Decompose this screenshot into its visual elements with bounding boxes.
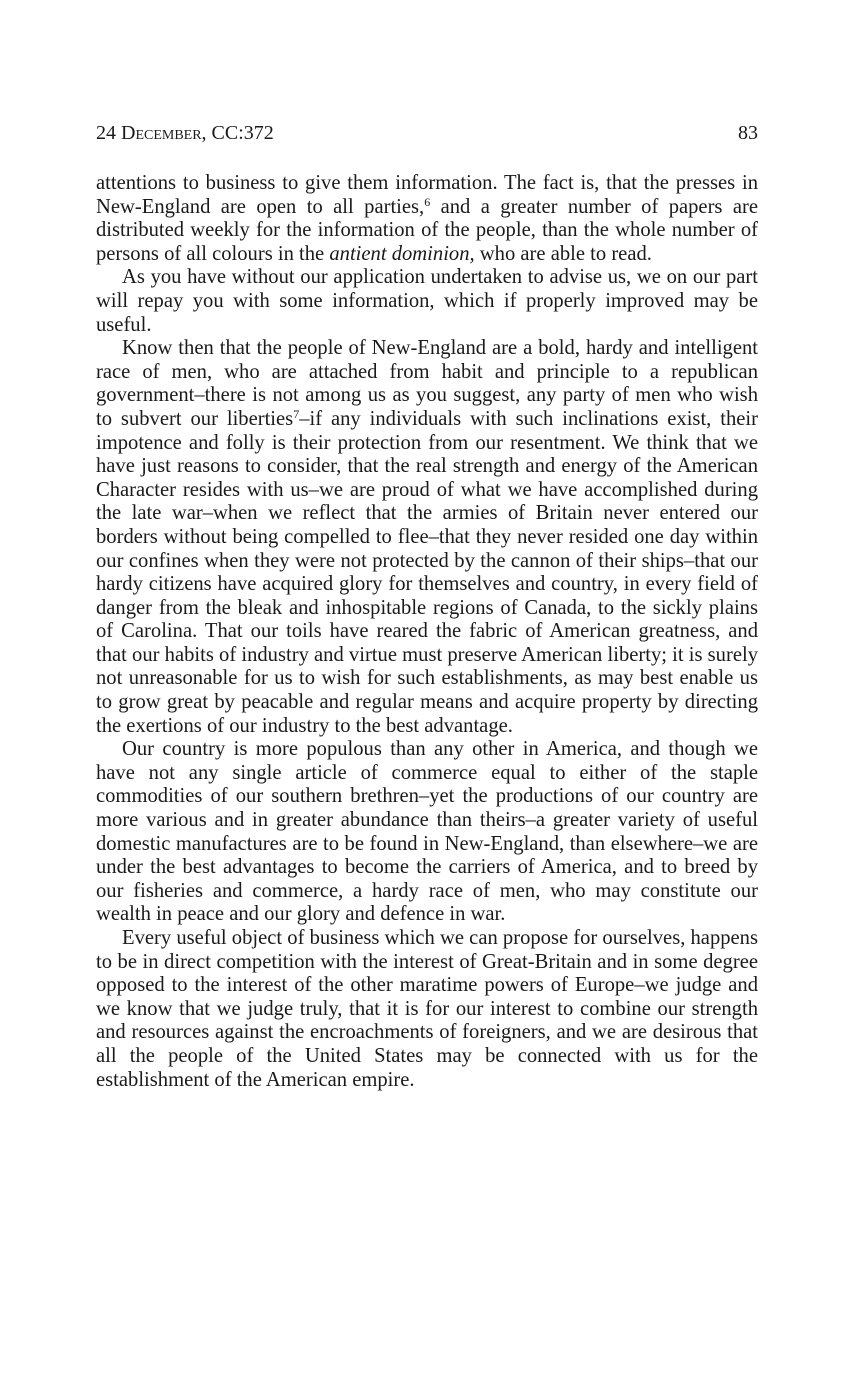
text-run: who are able to read. bbox=[474, 242, 652, 265]
text-run: As you have without our application undertaken to advise us, we on our part will repay you with some information, which if properly improved may be useful. bbox=[96, 266, 758, 336]
page-number: 83 bbox=[738, 122, 758, 144]
paragraph bbox=[96, 172, 758, 266]
document-page bbox=[96, 118, 758, 1092]
text-run: attentions to business to give them information. The fact is, that the presses in New-England are open to all parties, bbox=[96, 172, 758, 218]
running-head bbox=[96, 118, 758, 148]
text-run: –if any individuals with such inclinations exist, their impotence and folly is their protection from our resentment. We think that we have just reasons to consider, that the real strength and energy of the American Character resides with us–we are proud of what we have accomplished during the late war–when we reflect that the armies of Britain never entered our borders without being compelled to flee–that they never resided one day within our confines when they were not protected by the cannon of their ships–that our hardy citizens have acquired glory for themselves and country, in every field of danger from the bleak and inhospitable regions of Canada, to the sickly plains of Carolina. That our toils have reared the fabric of American greatness, and that our habits of industry and virtue must preserve American liberty; it is surely not unreasonable for us to wish for such establishments, as may best enable us to grow great by peacable and regular means and acquire property by directing the exertions of our industry to the best advantage. bbox=[96, 407, 758, 737]
paragraph bbox=[96, 927, 758, 1092]
footnote-marker: 7 bbox=[293, 406, 300, 421]
paragraph bbox=[96, 266, 758, 337]
text-run: Our country is more populous than any other in America, and though we have not any single article of commerce equal to either of the staple commodities of our southern brethren–yet the productions of our country are more various and in greater abundance than theirs–a greater variety of useful domestic manufactures are to be found in New-England, than elsewhere–we are under the best advantages to become the carriers of America, and to breed by our fisheries and commerce, a hardy race of men, who may constitute our wealth in peace and our glory and defence in war. bbox=[96, 738, 758, 926]
footnote-marker: 6 bbox=[424, 194, 431, 209]
text-run: and a greater number of papers are distributed weekly for the information of the people, than the whole number of persons of all colours in the bbox=[96, 195, 758, 265]
italic-text-run: antient dominion, bbox=[329, 242, 475, 265]
paragraph bbox=[96, 337, 758, 738]
text-run: Know then that the people of New-England are a bold, hardy and intelligent race of men, who are attached from habit and principle to a republican government–there is not among us as you suggest, any party of men who wish to subvert our liberties bbox=[96, 337, 758, 430]
body-text bbox=[96, 172, 758, 1092]
text-run: Every useful object of business which we can propose for ourselves, happens to be in direct competition with the interest of Great-Britain and in some degree opposed to the interest of the other maratime powers of Europe–we judge and we know that we judge truly, that it is for our interest to combine our strength and resources against the encroachments of foreigners, and we are desirous that all the people of the United States may be connected with us for the establishment of the American empire. bbox=[96, 927, 758, 1091]
paragraph bbox=[96, 738, 758, 927]
running-head-date: 24 December, CC:372 bbox=[96, 122, 274, 144]
